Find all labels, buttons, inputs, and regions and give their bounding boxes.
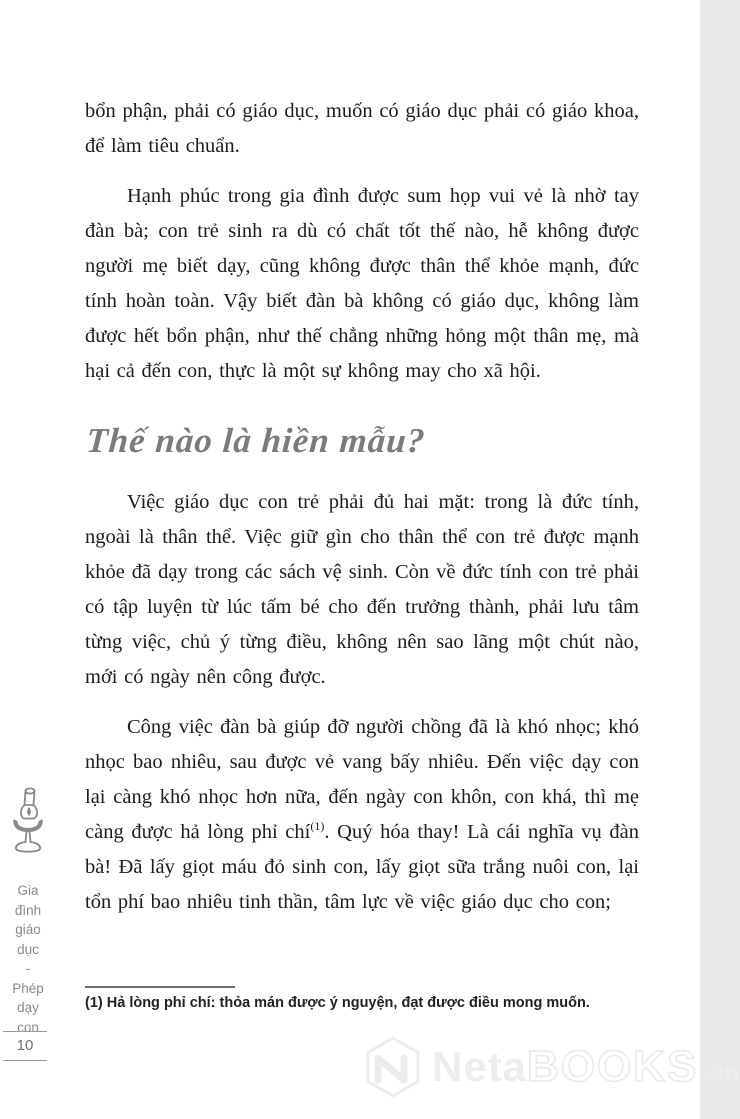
sidebar-title-word: con (17, 1019, 39, 1035)
sidebar-title-word: đình (14, 902, 42, 918)
paragraph-mother-duty-text: Công việc đàn bà giúp đỡ người chồng đã là khó nhọc; khó nhọc bao nhiêu, sau được vẻ vang bấy nhiêu. Đến việc dạy con lại càng khó nhọc hơn nữa, đến ngày con khôn, con khá, thì mẹ càng được hả lòng phỉ chí (85, 716, 639, 843)
page-text-column (85, 94, 639, 935)
sidebar (0, 786, 56, 1037)
sidebar-title-word: dục (17, 941, 39, 957)
sidebar-title-word: Phép (12, 980, 44, 996)
sidebar-title-word: - (25, 961, 31, 976)
paragraph-mother-duty (85, 710, 639, 920)
paragraph-education: Việc giáo dục con trẻ phải đủ hai mặt: trong là đức tính, ngoài là thân thể. Việc giữ gìn cho thân thể con trẻ được mạnh khỏe đã dạy trong các sách vệ sinh. Còn về đức tính con trẻ phải có tập luyện từ lúc tấm bé cho đến trưởng thành, phải lưu tâm từng việc, chủ ý từng điều, không nên sao lãng một chút nào, mới có ngày nên công được. (85, 491, 639, 688)
sidebar-book-title (0, 881, 56, 1037)
page-number-block (3, 1031, 47, 1061)
oil-lamp-icon (10, 786, 46, 867)
wordmark-books: BOOKS (527, 1042, 699, 1091)
sidebar-title-word: giáo (15, 922, 41, 937)
wordmark-domain: .vn (702, 1057, 740, 1087)
footnote-marker: (1) (310, 819, 325, 834)
paragraph-mother-duty-text-after: . Quý hóa thay! Là cái nghĩa vụ đàn bà! Đã lấy giọt máu đỏ sinh con, lấy giọt sữa trắng nuôi con, lại tổn phí bao nhiêu tinh thần, tâm lực về việc giáo dục cho con; (85, 821, 639, 913)
page-number: 10 (16, 1037, 34, 1054)
page-number-rule-bottom (3, 1060, 47, 1061)
netabooks-watermark (364, 1036, 740, 1098)
footnote-divider (85, 986, 235, 988)
section-heading: Thế nào là hiền mẫu? (85, 421, 427, 460)
netabooks-hexagon-logo (364, 1036, 422, 1098)
wordmark-neta: Neta (432, 1043, 528, 1090)
footnote-text: (1) Hả lòng phỉ chí: thỏa mán được ý nguyện, đạt được điều mong muốn. (85, 995, 590, 1011)
paragraph-continuation: bổn phận, phải có giáo dục, muốn có giáo dục phải có giáo khoa, để làm tiêu chuẩn. (85, 100, 639, 157)
footnote-block (85, 986, 639, 1011)
netabooks-wordmark (432, 1042, 740, 1092)
sidebar-title-word: dạy (17, 1000, 39, 1015)
paragraph-happiness: Hạnh phúc trong gia đình được sum họp vui vẻ là nhờ tay đàn bà; con trẻ sinh ra dù có chất tốt thế nào, hễ không được người mẹ biết dạy, cũng không được thân thể khỏe mạnh, đức tính hoàn toàn. Vậy biết đàn bà không có giáo dục, không làm được hết bổn phận, như thế chẳng những hỏng một thân mẹ, mà hại cả đến con, thực là một sự không may cho xã hội. (85, 185, 639, 382)
sidebar-title-word: Gia (17, 883, 39, 898)
